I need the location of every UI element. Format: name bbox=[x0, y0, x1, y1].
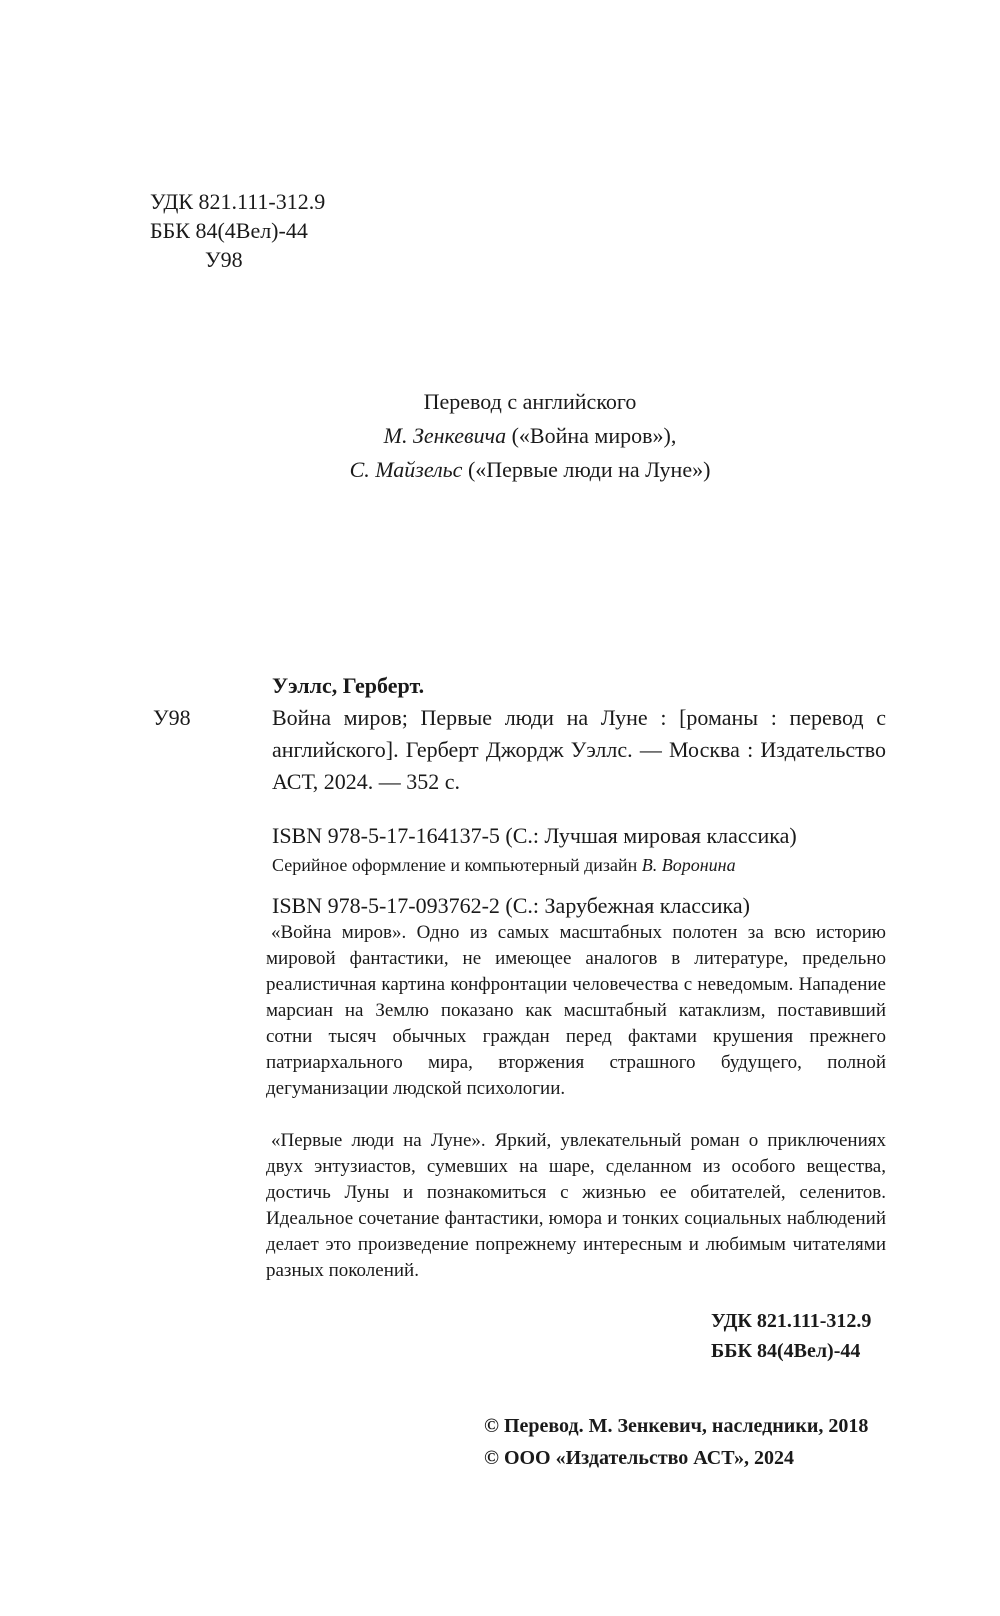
udk-code: УДК 821.111-312.9 bbox=[711, 1310, 872, 1332]
entry-author-sign: У98 bbox=[153, 705, 191, 730]
isbn-2: ISBN 978-5-17-093762-2 (С.: Зарубежная классика) bbox=[272, 893, 750, 918]
author-sign: У98 bbox=[205, 247, 243, 272]
translation-heading: Перевод с английского bbox=[423, 389, 637, 414]
isbn-1: ISBN 978-5-17-164137-5 (С.: Лучшая мировая классика) bbox=[272, 823, 797, 848]
work-title: («Первые люди на Луне») bbox=[462, 457, 711, 482]
classification-codes-bottom bbox=[711, 1306, 871, 1366]
copyright-notice bbox=[484, 1410, 868, 1474]
copyright-publisher: © ООО «Издательство АСТ», 2024 bbox=[484, 1447, 795, 1469]
bbk-code: ББК 84(4Вел)-44 bbox=[150, 218, 308, 243]
translation-credits bbox=[300, 385, 760, 487]
entry-author: Уэллс, Герберт. bbox=[272, 673, 425, 698]
bibliographic-entry bbox=[272, 670, 886, 922]
annotation-war-of-the-worlds bbox=[266, 920, 886, 1102]
translation-credit-1 bbox=[300, 419, 760, 453]
work-title: («Война миров»), bbox=[506, 423, 677, 448]
design-credit-text: Серийное оформление и компьютерный дизайн bbox=[272, 855, 642, 875]
classification-codes-top bbox=[150, 187, 325, 274]
design-credit bbox=[272, 852, 886, 878]
entry-description: Война миров; Первые люди на Луне : [романы : перевод с английского]. Герберт Джордж Уэллс. — Москва : Издательство АСТ, 2024. — 352 с. bbox=[272, 705, 886, 794]
annotation-text: «Первые люди на Луне». Яркий, увлекательный роман о приключениях двух энтузиастов, сумевших на шаре, сделанном из особого вещества, достичь Луны и познакомиться с жизнью ее обитателей, селенитов. Идеальное сочетание фантастики, юмора и тонких социальных наблюдений делает это произведение попрежнему интересным и любимым читателями разных поколений. bbox=[266, 1130, 886, 1281]
designer-name: В. Воронина bbox=[641, 855, 736, 875]
annotation-first-men-in-the-moon bbox=[266, 1128, 886, 1284]
translator-name: М. Зенкевича bbox=[383, 423, 507, 448]
translator-name: С. Майзельс bbox=[349, 457, 463, 482]
udk-code: УДК 821.111-312.9 bbox=[150, 189, 326, 214]
copyright-translation: © Перевод. М. Зенкевич, наследники, 2018 bbox=[484, 1415, 869, 1437]
annotation-text: «Война миров». Одно из самых масштабных полотен за всю историю мировой фантастики, не имеющее аналогов в литературе, предельно реалистичная картина конфронтации человечества с неведомым. Нападение марсиан на Землю показано как масштабный катаклизм, поставивший сотни тысяч обычных граждан перед фактами крушения прежнего патриархального мира, вторжения страшного будущего, полной дегуманизации людской психологии. bbox=[266, 922, 886, 1099]
bbk-code: ББК 84(4Вел)-44 bbox=[711, 1340, 861, 1362]
translation-credit-2 bbox=[300, 453, 760, 487]
